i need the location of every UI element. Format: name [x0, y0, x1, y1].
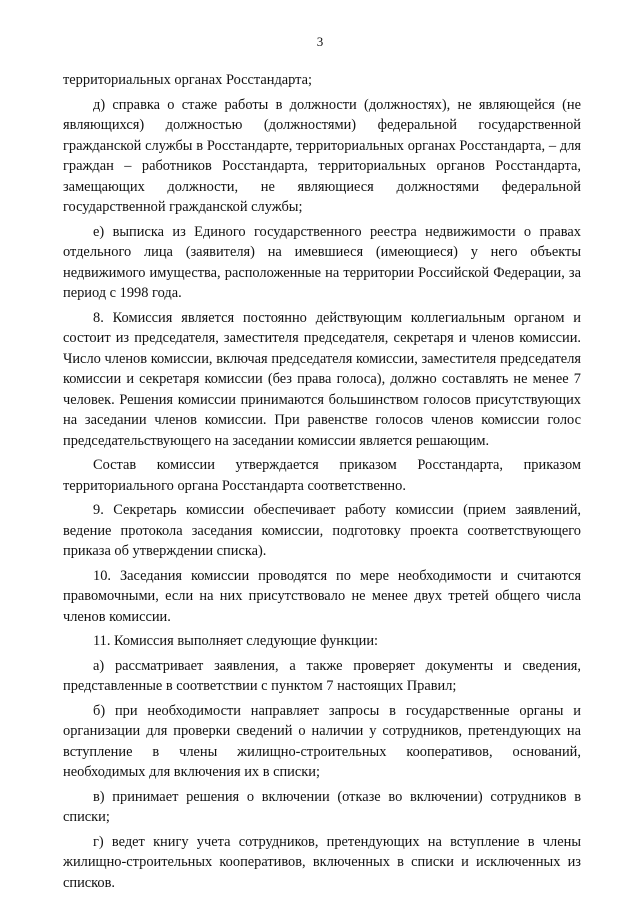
- paragraph-11-b: б) при необходимости направляет запросы в государственные органы и организации для проверки сведений о наличии у сотрудников, претендующих на вступление в члены жилищно-строительных кооперативов, оснований, необходимых для включения их в списки;: [63, 702, 581, 780]
- paragraph-11-v: в) принимает решения о включении (отказе во включении) сотрудников в списки;: [63, 788, 581, 825]
- paragraph-continuation: территориальных органах Росстандарта;: [63, 72, 313, 88]
- paragraph-9: 9. Секретарь комиссии обеспечивает работу комиссии (прием заявлений, ведение протокола заседания комиссии, подготовку проекта соответствующего приказа об утверждении списка).: [63, 502, 581, 559]
- paragraph-d: д) справка о стаже работы в должности (должностях), не являющейся (не являющихся) должностью (должностями) федеральной государственной гражданской службы в Росстандарте, территориальных органах Росстандарта, – для граждан – работников Росстандарта, территориальных органов Росстандарта, замещающих должности, не являющиеся должностями федеральной государственной гражданской службы;: [63, 96, 581, 215]
- document-body: [63, 70, 581, 897]
- paragraph-8: 8. Комиссия является постоянно действующим коллегиальным органом и состоит из председателя, заместителя председателя, секретаря и членов комиссии. Число членов комиссии, включая председателя комиссии, заместителя председателя комиссии и секретаря комиссии (без права голоса), должно составлять не менее 7 человек. Решения комиссии принимаются большинством голосов присутствующих на заседании членов комиссии. При равенстве голосов членов комиссии голос председательствующего на заседании комиссии является решающим.: [63, 309, 581, 449]
- paragraph-e: е) выписка из Единого государственного реестра недвижимости о правах отдельного лица (заявителя) на имевшиеся (имеющиеся) у него объекты недвижимого имущества, расположенные на территории Российской Федерации, за период с 1998 года.: [63, 223, 581, 301]
- paragraph-8-composition: Состав комиссии утверждается приказом Росстандарта, приказом территориального органа Росстандарта соответственно.: [63, 457, 581, 494]
- paragraph-11-a: а) рассматривает заявления, а также проверяет документы и сведения, представленные в соответствии с пунктом 7 настоящих Правил;: [63, 657, 581, 694]
- paragraph-11-g: г) ведет книгу учета сотрудников, претендующих на вступление в члены жилищно-строительных кооперативов, включенных в списки и исключенных из списков.: [63, 833, 581, 891]
- paragraph-11: 11. Комиссия выполняет следующие функции:: [93, 633, 379, 649]
- paragraph-10: 10. Заседания комиссии проводятся по мере необходимости и считаются правомочными, если на них присутствовало не менее двух третей общего числа членов комиссии.: [63, 567, 581, 625]
- page-number: 3: [316, 34, 324, 49]
